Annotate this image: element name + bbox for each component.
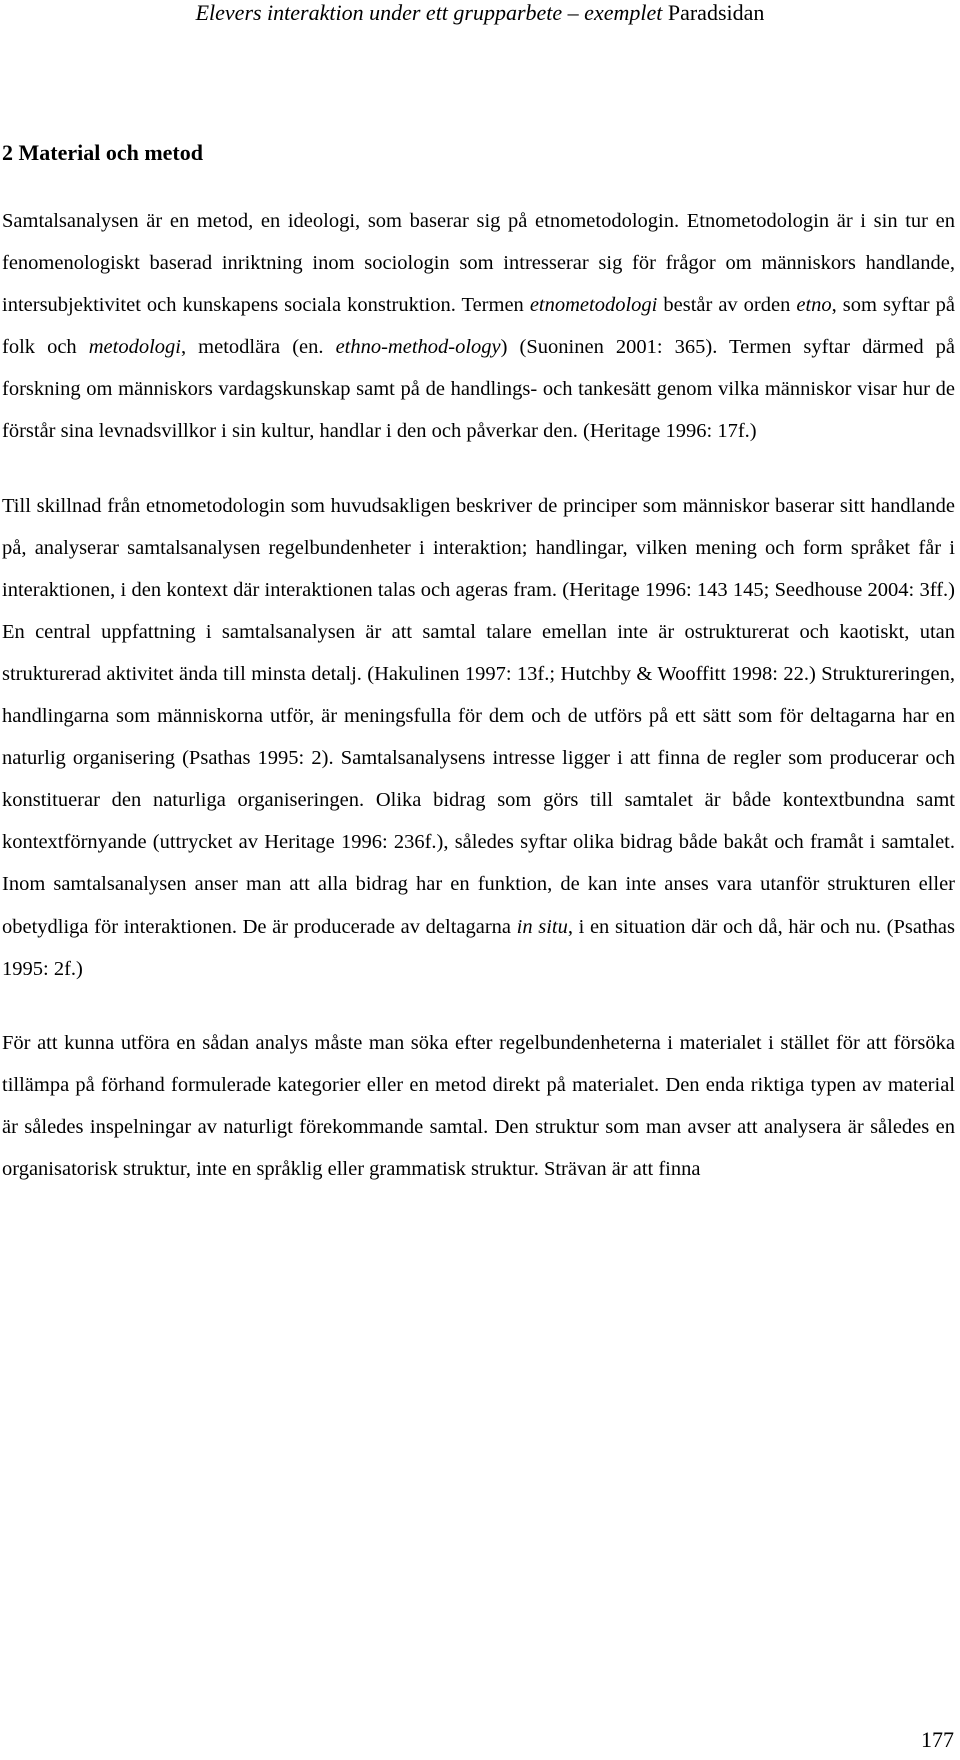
paragraph-1-text: , metodlära (en. [181, 336, 336, 359]
paragraph-1-text: , som syftar på folk och [2, 294, 955, 359]
paragraph-1-term: metodologi [88, 336, 181, 359]
paragraph-2 [2, 485, 955, 990]
paragraph-1-term: etnometodologi [529, 294, 658, 317]
paragraph-1-term: ethno-method-ology [335, 336, 501, 359]
paragraph-2-text: Till skillnad från etnometodologin som huvudsakligen beskriver de principer som människor baserar sitt handlande på, analyserar samtalsanalysen regelbundenheter i interaktion; handlingar, vilken mening och form språket får i interaktionen, i den kontext där interaktionen talas och ageras fram. (Heritage 1996: 143 145; Seedhouse 2004: 3ff.) En central uppfattning i samtalsanalysen är att samtal talare emellan inte är ostrukturerat och kaotiskt, utan strukturerad aktivitet ända till minsta detalj. (Hakulinen 1997: 13f.; Hutchby & Wooffitt 1998: 22.) Struktureringen, handlingarna som människorna utför, är meningsfulla för dem och de utförs på ett sätt som för deltagarna har en naturlig organisering (Psathas 1995: 2). Samtalsanalysens intresse ligger i att finna de regler som producerar och konstituerar den naturliga organiseringen. Olika bidrag som görs till samtalet är både kontextbundna samt kontextförnyande (uttrycket av Heritage 1996: 236f.), således syftar olika bidrag både bakåt och framåt i samtalet. Inom samtalsanalysen anser man att alla bidrag har en funktion, de kan inte anses vara utanför strukturen eller obetydliga för interaktionen. De är producerade av deltagarna [2, 494, 955, 938]
running-header [0, 0, 960, 26]
section-heading: 2 Material och metod [2, 140, 203, 165]
paragraph-1-text: består av orden [657, 294, 797, 317]
paragraph-1-text: ) (Suoninen 2001: 365). Termen syftar därmed på forskning om människors vardagskunskap samt på de handlings- och tankesätt genom vilka människor visar hur de förstår sina levnadsvillkor i sin kultur, handlar i den och påverkar den. (Heritage 1996: 17f.) [2, 336, 955, 443]
paragraph-3-text: För att kunna utföra en sådan analys måste man söka efter regelbundenheterna i materialet i stället för att försöka tillämpa på förhand formulerade kategorier eller en metod direkt på materialet. Den enda riktiga typen av material är således inspelningar av naturligt förekommande samtal. Den struktur som man avser att analysera är således en organisatorisk struktur, inte en språklig eller grammatisk struktur. Strävan är att finna [2, 1031, 955, 1180]
running-header-title: Elevers interaktion under ett grupparbete – exemplet [195, 0, 663, 25]
paragraph-1-term: etno [796, 294, 832, 317]
page-number: 177 [921, 1727, 954, 1752]
paragraph-1 [2, 200, 955, 453]
paragraph-2-term: in situ [516, 915, 568, 938]
page-content [2, 132, 955, 1222]
paragraph-2-text: , i en situation där och då, här och nu. (Psathas 1995: 2f.) [2, 915, 955, 980]
paragraph-1-text: Samtalsanalysen är en metod, en ideologi, som baserar sig på etnometodologin. Etnometodologin är i sin tur en fenomenologiskt baserad inriktning inom sociologin som intresserar sig för frågor om människors handlande, intersubjektivitet och kunskapens sociala konstruktion. Termen [2, 210, 955, 317]
running-header-subtitle: Paradsidan [667, 0, 765, 25]
paragraph-3 [2, 1022, 955, 1190]
